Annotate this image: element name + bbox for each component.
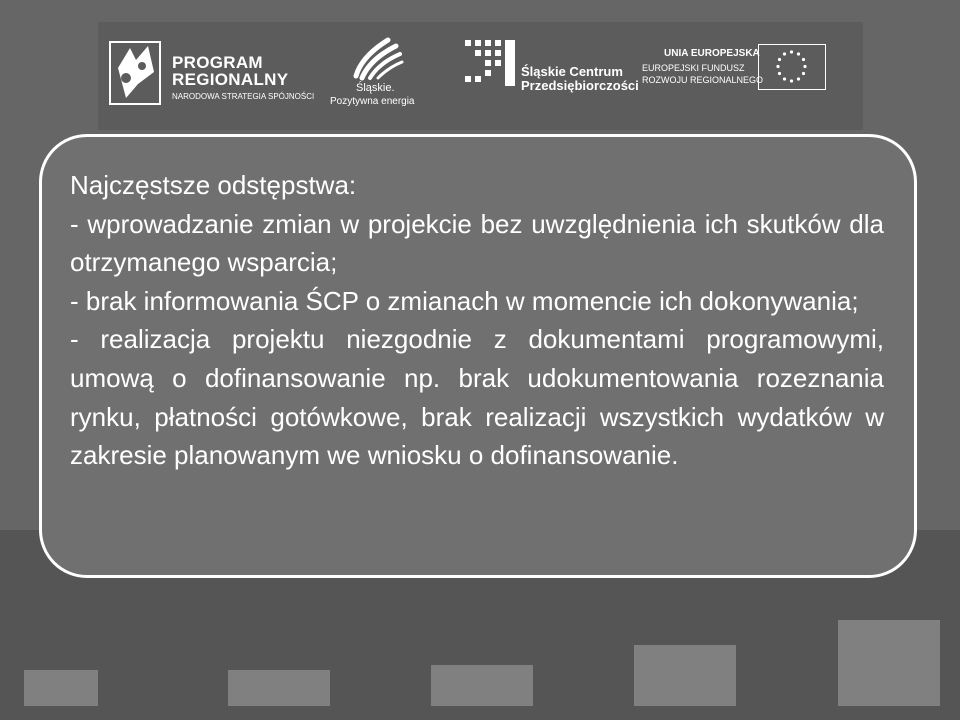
program-logo-line2: REGIONALNY — [172, 70, 289, 89]
program-logo-line1: PROGRAM — [172, 53, 263, 72]
eu-logo-line2: EUROPEJSKI FUNDUSZ — [642, 63, 745, 73]
program-regionalny-emblem-icon — [108, 38, 166, 112]
scp-logo-line1: Śląskie Centrum — [521, 64, 623, 79]
decorative-bar — [228, 670, 330, 706]
content-item-3: - realizacja projektu niezgodnie z dokumentami programowymi, umową o dofinansowanie np. brak udokumentowania rozeznania rynku, płatności gotówkowe, brak realizacji wszystkich wydatków w zakresie planowanym we wniosku o dofinansowanie. — [70, 324, 884, 471]
decorative-bar — [24, 670, 98, 706]
content-item-1: - wprowadzanie zmian w projekcie bez uwzględnienia ich skutków dla otrzymanego wsparcia; — [70, 208, 884, 278]
program-logo-line3: NARODOWA STRATEGIA SPÓJNOŚCI — [172, 92, 315, 101]
scp-blocks-icon — [463, 36, 519, 92]
eu-logo-line3: ROZWOJU REGIONALNEGO — [642, 75, 764, 85]
decorative-bar — [838, 620, 940, 706]
eu-flag-icon — [758, 44, 826, 90]
slaskie-logo-name: Śląskie. — [356, 82, 395, 94]
slaskie-logo-tagline: Pozytywna energia — [330, 96, 415, 107]
decorative-bar — [431, 665, 533, 706]
eu-logo-line1: UNIA EUROPEJSKA — [664, 48, 760, 59]
scp-logo — [463, 36, 639, 96]
decorative-bar — [634, 645, 736, 706]
content-text — [70, 166, 884, 475]
program-regionalny-logo — [108, 38, 315, 112]
eu-logo — [638, 44, 858, 114]
content-heading: Najczęstsze odstępstwa: — [70, 170, 357, 200]
scp-logo-line2: Przedsiębiorczości — [521, 78, 639, 93]
slaskie-waves-icon — [326, 32, 426, 82]
logo-bar — [98, 22, 863, 130]
content-item-2: - brak informowania ŚCP o zmianach w momencie ich dokonywania; — [70, 285, 859, 316]
slaskie-logo — [326, 32, 426, 112]
